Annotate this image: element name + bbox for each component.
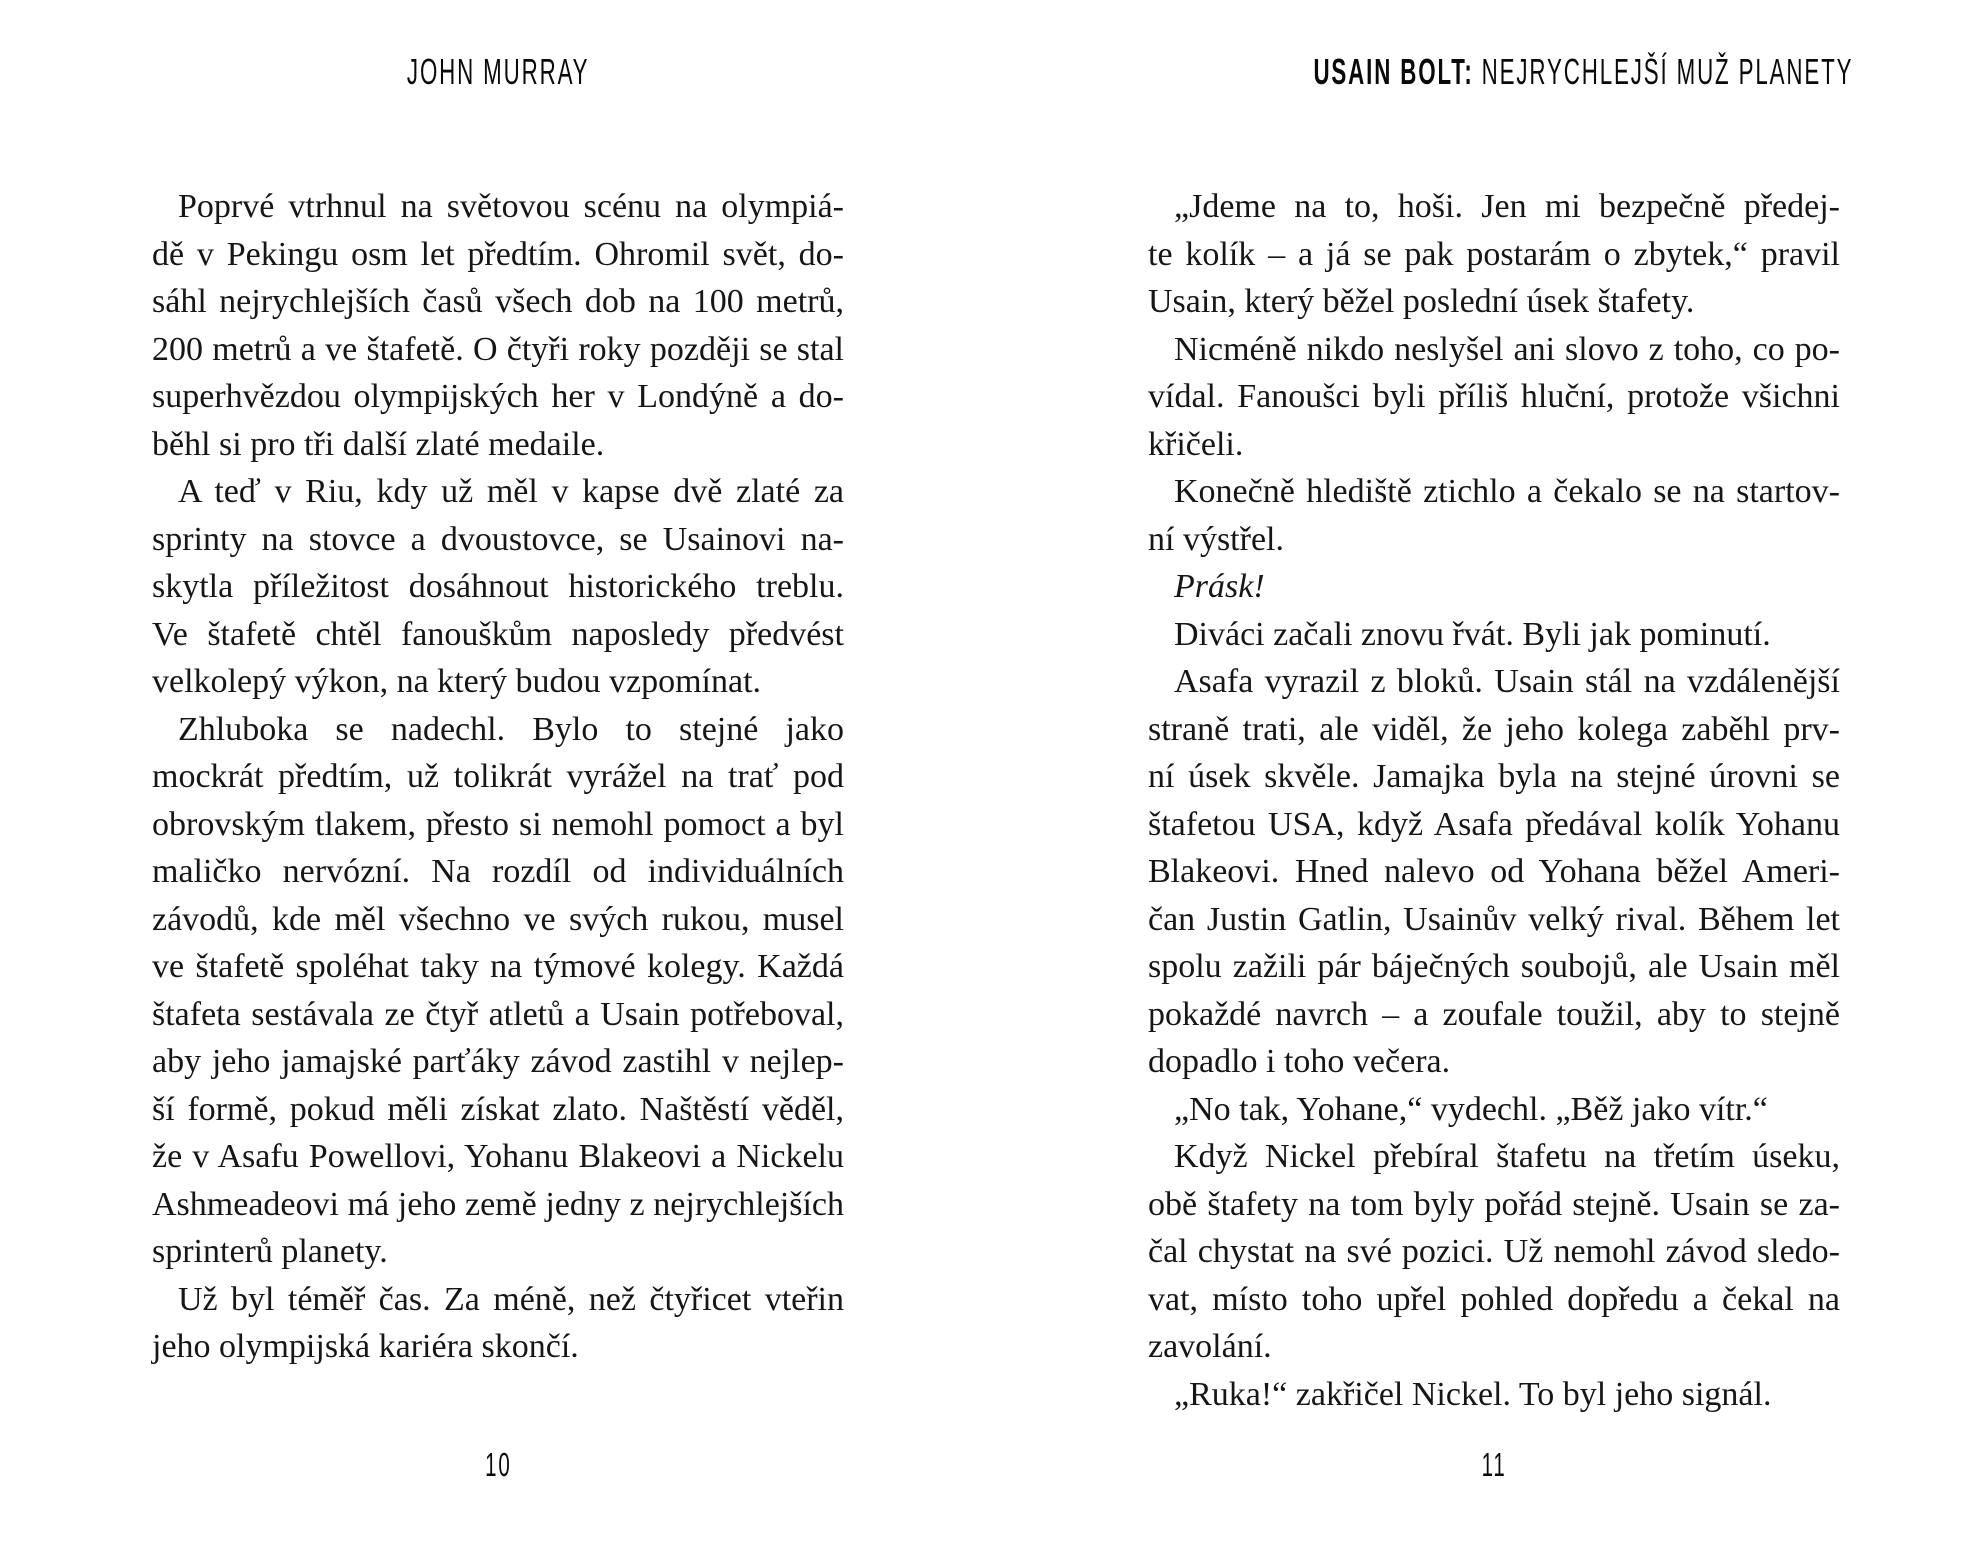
right-page-body [1148, 183, 1840, 1418]
text-line: Ashmeadeovi má jeho země jedny z nejrychlejších [152, 1185, 844, 1223]
text-line: ší formě, pokud měli získat zlato. Naštěstí věděl, [152, 1090, 844, 1128]
text-line: Nicméně nikdo neslyšel ani slovo z toho, co po- [1174, 330, 1840, 368]
text-line: Prásk! [1174, 568, 1265, 605]
right-page-number-text: 11 [1481, 1446, 1507, 1483]
text-line: velkolepý výkon, na který budou vzpomínat. [152, 663, 762, 700]
left-header-author: JOHN MURRAY [406, 51, 590, 92]
text-line: spolu zažili pár báječných soubojů, ale Usain měl [1148, 948, 1840, 985]
text-line: „No tak, Yohane,“ vydechl. „Běž jako vítr.“ [1174, 1090, 1768, 1128]
text-line: obě štafety na tom byly pořád stejně. Usain se za- [1148, 1185, 1840, 1223]
text-line: „Jdeme na to, hoši. Jen mi bezpečně předej- [1174, 188, 1840, 225]
text-line: ve štafetě spoléhat taky na týmové kolegy. Každá [152, 948, 844, 985]
text-line: jeho olympijská kariéra skončí. [152, 1328, 579, 1365]
left-page-number [152, 1446, 844, 1484]
text-line: superhvězdou olympijských her v Londýně a do- [152, 378, 844, 415]
text-line: štafeta sestávala ze čtyř atletů a Usain potřeboval, [152, 995, 844, 1033]
text-line: vídal. Fanoušci byli příliš hluční, protože všichni [1148, 378, 1840, 415]
text-line: čal chystat na své pozici. Už nemohl závod sledo- [1148, 1233, 1840, 1270]
text-line: Poprvé vtrhnul na světovou scénu na olympiá- [178, 188, 844, 225]
text-line: dopadlo i toho večera. [1148, 1043, 1451, 1080]
text-line: skytla příležitost dosáhnout historického treblu. [152, 568, 844, 605]
text-line: te kolík – a já se pak postarám o zbytek,“ pravil [1148, 235, 1840, 273]
text-line: Asafa vyrazil z bloků. Usain stál na vzdálenější [1174, 663, 1840, 700]
text-line: zavolání. [1148, 1328, 1272, 1365]
text-line: čan Justin Gatlin, Usainův velký rival. Během let [1148, 900, 1840, 938]
left-page-body [152, 183, 844, 1371]
text-line: pokaždé navrch – a zoufale toužil, aby to stejně [1148, 995, 1840, 1033]
text-line: maličko nervózní. Na rozdíl od individuálních [152, 853, 844, 890]
text-line: Konečně hlediště ztichlo a čekalo se na startov- [1174, 473, 1840, 510]
text-line: sprinterů planety. [152, 1233, 388, 1270]
text-line: straně trati, ale viděl, že jeho kolega zaběhl prv- [1148, 710, 1840, 748]
text-line: sprinty na stovce a dvoustovce, se Usainovi na- [152, 520, 844, 558]
text-line: štafetou USA, když Asafa předával kolík Yohanu [1148, 805, 1840, 843]
left-running-header [152, 52, 844, 92]
text-line: vat, místo toho upřel pohled dopředu a čekal na [1148, 1280, 1840, 1318]
text-line: závodů, kde měl všechno ve svých rukou, musel [152, 900, 844, 938]
text-line: že v Asafu Powellovi, Yohanu Blakeovi a Nickelu [152, 1138, 844, 1175]
text-line: Blakeovi. Hned nalevo od Yohana běžel Ameri- [1148, 853, 1840, 890]
right-page-number [1148, 1446, 1840, 1484]
text-line: obrovským tlakem, přesto si nemohl pomoct a byl [152, 805, 844, 843]
text-line: aby jeho jamajské parťáky závod zastihl v nejlep- [152, 1043, 844, 1080]
right-header-title [1313, 52, 1853, 92]
text-line: dě v Pekingu osm let předtím. Ohromil svět, do- [152, 235, 844, 273]
text-line: Když Nickel přebíral štafetu na třetím úseku, [1174, 1138, 1840, 1175]
text-line: Zhluboka se nadechl. Bylo to stejné jako [178, 710, 844, 748]
right-running-header [1148, 51, 1854, 92]
right-header-title-regular: NEJRYCHLEJŠÍ MUŽ PLANETY [1481, 51, 1854, 92]
right-header-title-bold: USAIN BOLT: [1313, 51, 1474, 92]
text-line: A teď v Riu, kdy už měl v kapse dvě zlaté za [178, 473, 844, 510]
text-line: běhl si pro tři další zlaté medaile. [152, 425, 605, 463]
text-line: Usain, který běžel poslední úsek štafety. [1148, 283, 1695, 320]
text-line: 200 metrů a ve štafetě. O čtyři roky později se stal [152, 330, 844, 368]
text-line: ní úsek skvěle. Jamajka byla na stejné úrovni se [1148, 758, 1840, 795]
text-line: Už byl téměř čas. Za méně, než čtyřicet vteřin [178, 1280, 844, 1318]
text-line: mockrát předtím, už tolikrát vyrážel na trať pod [152, 758, 844, 795]
text-line: sáhl nejrychlejších časů všech dob na 100 metrů, [152, 283, 844, 320]
text-line: Ve štafetě chtěl fanouškům naposledy předvést [152, 615, 844, 653]
text-line: křičeli. [1148, 425, 1244, 463]
left-page-number-text: 10 [484, 1446, 512, 1483]
text-line: „Ruka!“ zakřičel Nickel. To byl jeho signál. [1174, 1375, 1772, 1413]
text-line: ní výstřel. [1148, 520, 1284, 558]
text-line: Diváci začali znovu řvát. Byli jak pominutí. [1174, 615, 1771, 653]
